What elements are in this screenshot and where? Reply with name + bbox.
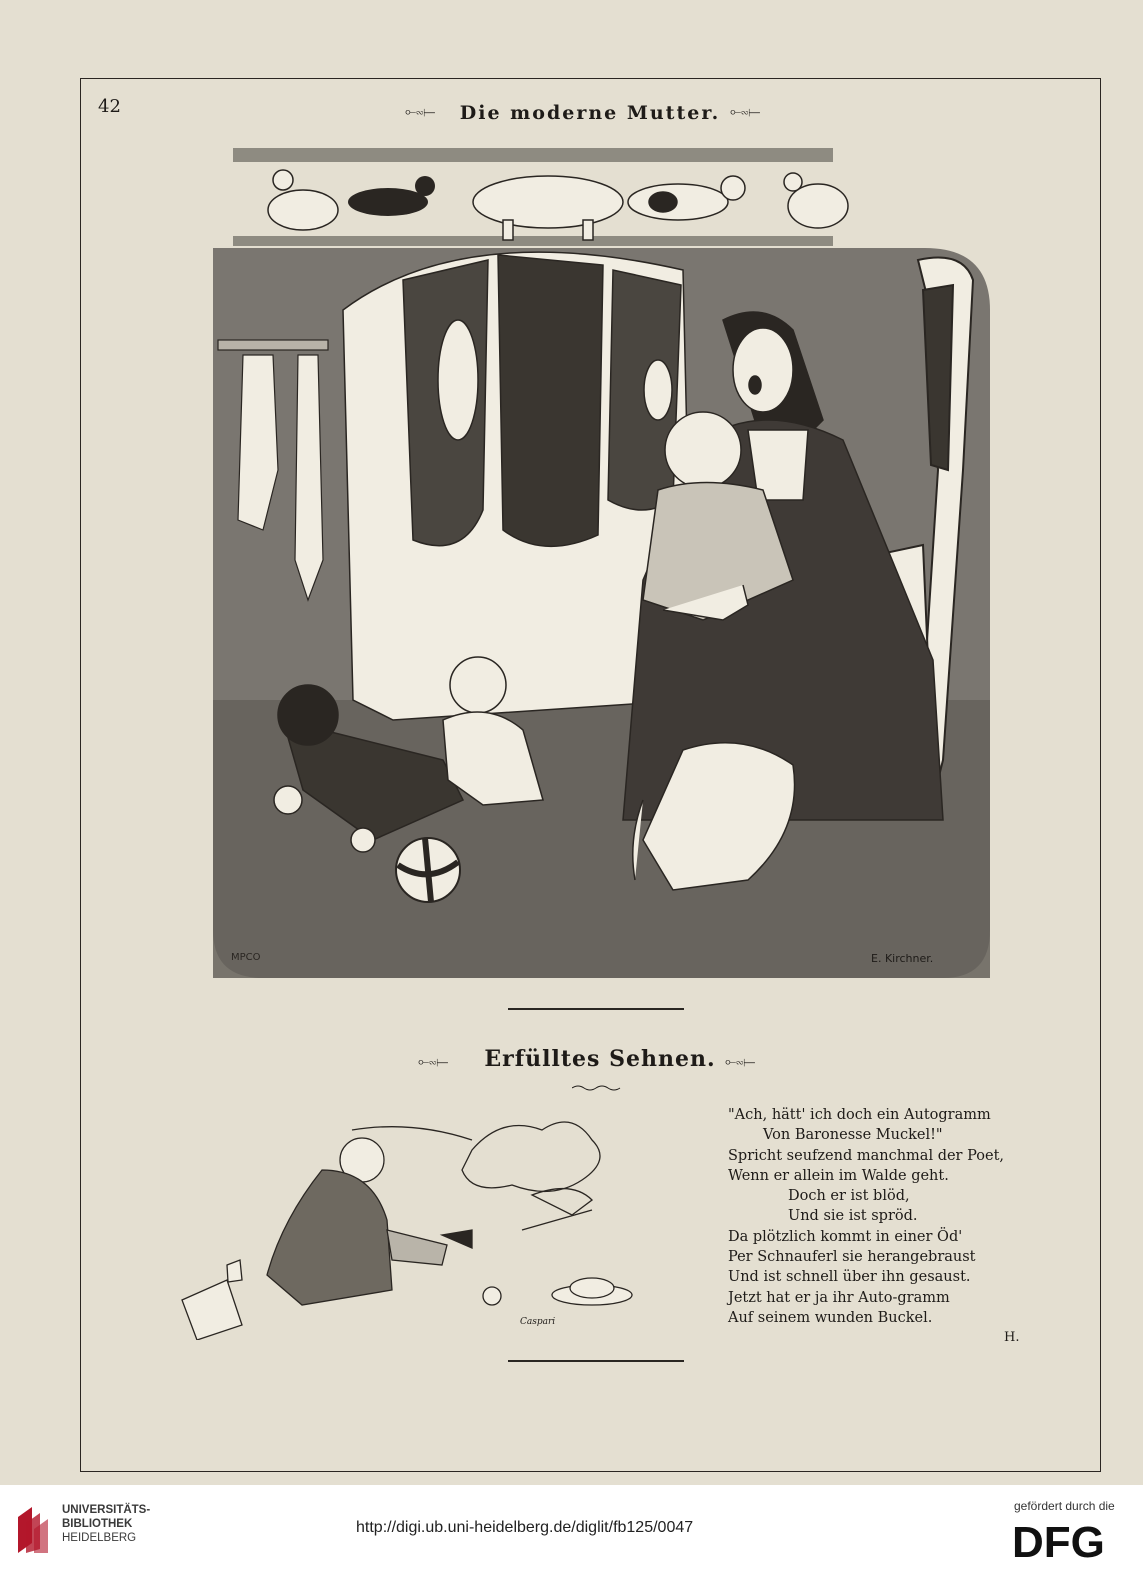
- poem-line: Jetzt hat er ja ihr Auto-gramm: [728, 1289, 950, 1306]
- frieze-duck-icon: [268, 170, 338, 230]
- illustration-signature-left: MPCO: [231, 952, 261, 963]
- library-logo-icon[interactable]: [14, 1503, 54, 1555]
- sketch-signature: Caspari: [520, 1317, 556, 1327]
- poem-line: Und sie ist spröd.: [788, 1208, 918, 1225]
- viewer-footer: [0, 1485, 1143, 1573]
- dfg-logo-text: DFG: [1012, 1518, 1105, 1561]
- funder-text: gefördert durch die: [1014, 1499, 1115, 1513]
- frieze-hen-icon: [784, 173, 848, 228]
- title-flourish: [572, 1084, 622, 1092]
- divider-rule-bottom: [508, 1360, 684, 1362]
- poem-line: Auf seinem wunden Buckel.: [728, 1309, 933, 1326]
- illustration-signature-right: E. Kirchner.: [871, 952, 934, 965]
- frieze-pig-icon: [473, 176, 623, 240]
- book-icon: [182, 1280, 242, 1340]
- frieze-dog-icon: [628, 176, 745, 220]
- poem-line: Doch er ist blöd,: [788, 1188, 910, 1205]
- poem-line: Wenn er allein im Walde geht.: [728, 1167, 949, 1184]
- poem-ornament-left: ⟜∾⟝: [418, 1054, 449, 1070]
- dfg-logo-icon[interactable]: [1010, 1517, 1130, 1561]
- ornament-left: ⟜∾⟝: [405, 104, 436, 120]
- library-name-line2: BIBLIOTHEK: [62, 1518, 133, 1530]
- poem-ornament-right: ⟜∾⟝: [725, 1054, 756, 1070]
- poem-line: Und ist schnell über ihn gesaust.: [728, 1269, 971, 1286]
- poem-text: [728, 1105, 1028, 1328]
- nursery-illustration: [203, 140, 990, 978]
- exhaust-cloud-icon: [352, 1122, 600, 1230]
- permalink-url[interactable]: http://digi.ub.uni-heidelberg.de/diglit/fb125/0047: [356, 1519, 694, 1536]
- small-object-icon: [483, 1287, 501, 1305]
- poem-title: Erfülltes Sehnen.: [484, 1046, 716, 1072]
- poem-line: Von Baronesse Muckel!": [763, 1127, 943, 1144]
- ornament-right: ⟜∾⟝: [730, 104, 761, 120]
- poem-line: Spricht seufzend manchmal der Poet,: [728, 1147, 1005, 1164]
- poem-line: Per Schnauferl sie herangebraust: [728, 1249, 976, 1266]
- ball-icon: [396, 838, 460, 902]
- library-name[interactable]: [62, 1503, 150, 1545]
- poet-sketch: [172, 1100, 642, 1340]
- hat-icon: [552, 1278, 632, 1305]
- poem-line: Da plötzlich kommt in einer Öd': [728, 1228, 963, 1245]
- poem-author: H.: [1004, 1330, 1020, 1345]
- poem-line: "Ach, hätt' ich doch ein Autogramm: [728, 1107, 991, 1123]
- library-name-line3: HEIDELBERG: [62, 1532, 137, 1544]
- poet-figure: [227, 1138, 472, 1305]
- library-name-line1: UNIVERSITÄTS-: [62, 1504, 151, 1516]
- page-number: 42: [98, 96, 121, 117]
- frieze-crow-icon: [348, 176, 435, 216]
- running-title: Die moderne Mutter.: [459, 102, 721, 124]
- divider-rule-top: [508, 1008, 684, 1010]
